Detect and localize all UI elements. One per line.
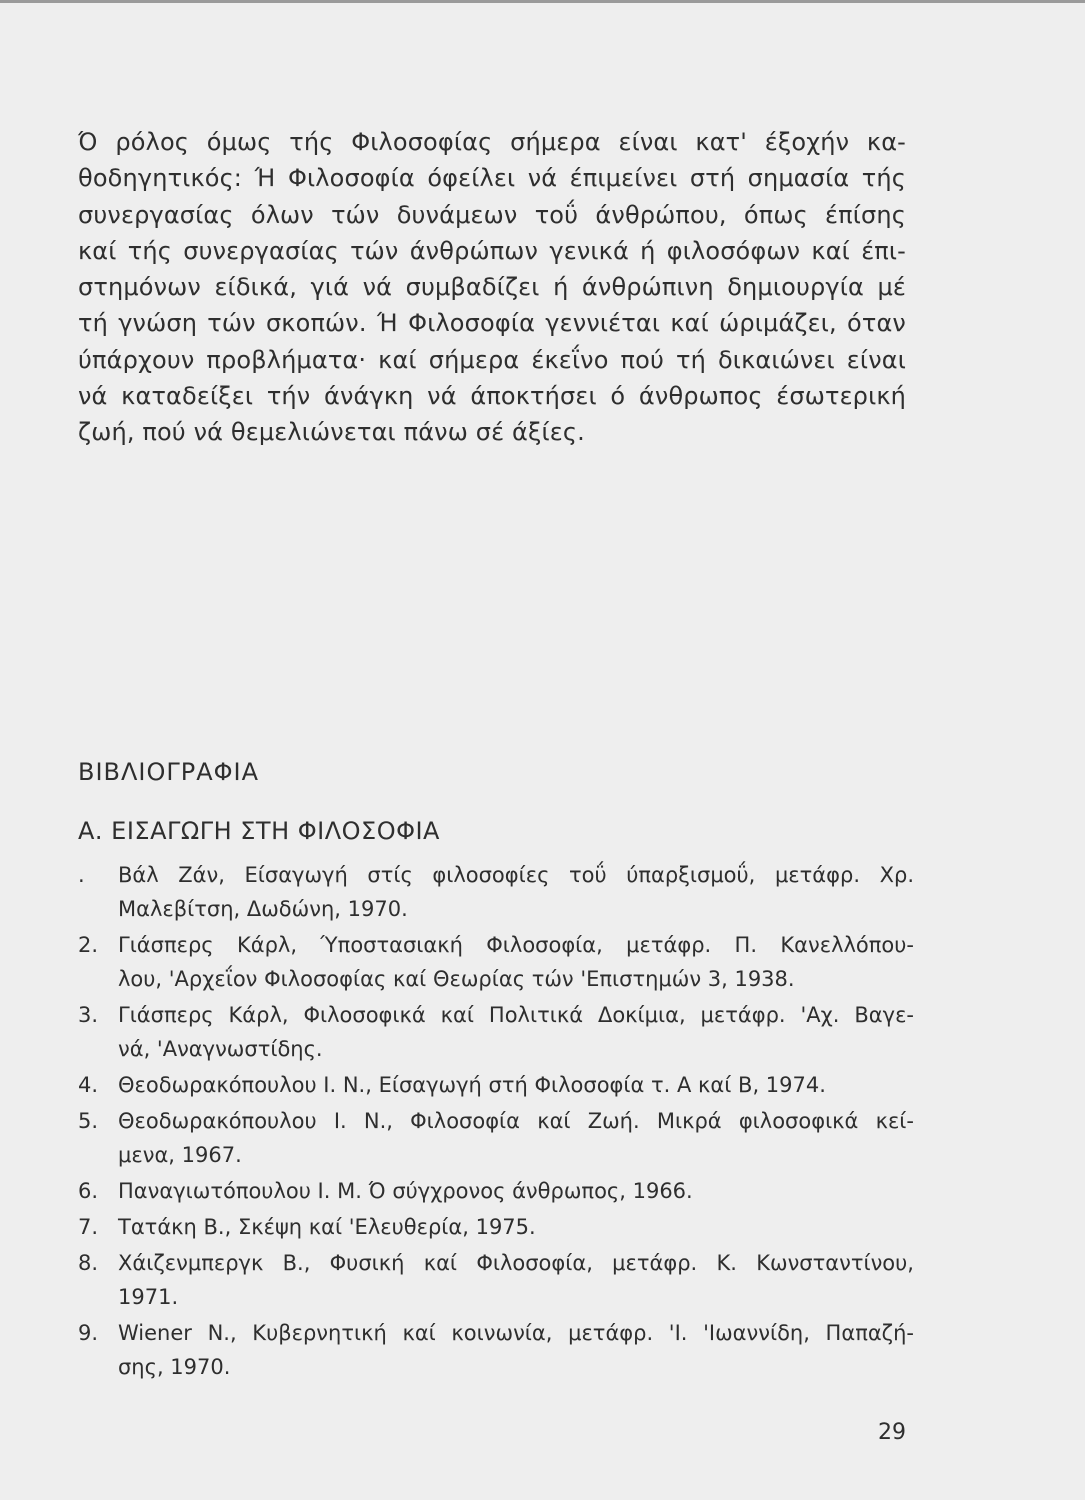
reference-line: 1971.: [118, 1285, 179, 1309]
paragraph-line: συνεργασίας όλων τών δυνάμεων τοΰ άνθρώπου, όπως έπίσης: [78, 200, 906, 229]
reference-number: 3.: [78, 1003, 99, 1027]
reference-line: Γιάσπερς Κάρλ, Ύποστασιακή Φιλοσοφία, μετάφρ. Π. Κανελλόπου-: [118, 933, 914, 957]
paragraph-line: στημόνων είδικά, γιά νά συμβαδίζει ή άνθρώπινη δημιουργία μέ: [78, 273, 906, 302]
reference-item: [78, 1246, 914, 1314]
reference-number: .: [78, 863, 85, 887]
reference-item: [78, 1210, 914, 1244]
reference-line: Τατάκη Β., Σκέψη καί 'Ελευθερία, 1975.: [118, 1215, 536, 1239]
reference-item: [78, 1174, 914, 1208]
reference-item: [78, 1068, 914, 1102]
paragraph-line: θοδηγητικός: Ή Φιλοσοφία όφείλει νά έπιμείνει στή σημασία τής: [78, 164, 906, 193]
reference-line: νά, 'Αναγνωστίδης.: [118, 1037, 323, 1061]
body-paragraph: [78, 124, 906, 451]
reference-number: 6.: [78, 1179, 99, 1203]
reference-number: 9.: [78, 1321, 99, 1345]
reference-line: σης, 1970.: [118, 1355, 231, 1379]
paragraph-line: ζωή, πού νά θεμελιώνεται πάνω σέ άξίες.: [78, 418, 585, 447]
reference-item: [78, 1316, 914, 1384]
reference-number: 8.: [78, 1251, 99, 1275]
reference-number: 7.: [78, 1215, 99, 1239]
reference-line: Wiener N., Κυβερνητική καί κοινωνία, μετάφρ. 'Ι. 'Ιωαννίδη, Παπαζή-: [118, 1321, 914, 1345]
bibliography-heading: ΒΙΒΛΙΟΓΡΑΦΙΑ: [78, 758, 260, 786]
reference-line: Θεοδωρακόπουλου Ι. Ν., Είσαγωγή στή Φιλοσοφία τ. Α καί Β, 1974.: [118, 1073, 826, 1097]
paragraph-line: ύπάρχουν προβλήματα· καί σήμερα έκεΐνο πού τή δικαιώνει είναι: [78, 345, 906, 374]
paragraph-line: Ό ρόλος όμως τής Φιλοσοφίας σήμερα είναι κατ' έξοχήν κα-: [78, 128, 906, 156]
reference-item: [78, 858, 914, 926]
paragraph-line: τή γνώση τών σκοπών. Ή Φιλοσοφία γεννιέται καί ώριμάζει, όταν: [78, 309, 906, 338]
paragraph-line: καί τής συνεργασίας τών άνθρώπων γενικά ή φιλοσόφων καί έπι-: [78, 236, 906, 265]
reference-line: Παναγιωτόπουλου Ι. Μ. Ό σύγχρονος άνθρωπος, 1966.: [118, 1179, 693, 1203]
paragraph-line: νά καταδείξει τήν άνάγκη νά άποκτήσει ό άνθρωπος έσωτερική: [78, 382, 906, 411]
reference-item: [78, 1104, 914, 1172]
reference-line: λου, 'Αρχεΐον Φιλοσοφίας καί Θεωρίας τών 'Επιστημών 3, 1938.: [118, 967, 795, 991]
reference-line: Θεοδωρακόπουλου Ι. Ν., Φιλοσοφία καί Ζωή. Μικρά φιλοσοφικά κεί-: [118, 1109, 914, 1133]
reference-number: 5.: [78, 1109, 99, 1133]
reference-number: 4.: [78, 1073, 99, 1097]
reference-number: 2.: [78, 933, 99, 957]
reference-line: Μαλεβίτση, Δωδώνη, 1970.: [118, 897, 408, 921]
section-heading: Α. ΕΙΣΑΓΩΓΗ ΣΤΗ ΦΙΛΟΣΟΦΙΑ: [78, 817, 440, 845]
reference-list: [78, 858, 914, 1386]
reference-line: μενα, 1967.: [118, 1143, 242, 1167]
reference-item: [78, 928, 914, 996]
reference-line: Χάιζενμπεργκ Β., Φυσική καί Φιλοσοφία, μετάφρ. Κ. Κωνσταντίνου,: [118, 1251, 914, 1275]
page-number: 29: [878, 1420, 906, 1445]
top-border: [0, 0, 1085, 3]
reference-line: Γιάσπερς Κάρλ, Φιλοσοφικά καί Πολιτικά Δοκίμια, μετάφρ. 'Αχ. Βαγε-: [118, 1003, 914, 1027]
reference-item: [78, 998, 914, 1066]
reference-line: Βάλ Ζάν, Είσαγωγή στίς φιλοσοφίες τοΰ ύπαρξισμοΰ, μετάφρ. Χρ.: [118, 863, 914, 887]
